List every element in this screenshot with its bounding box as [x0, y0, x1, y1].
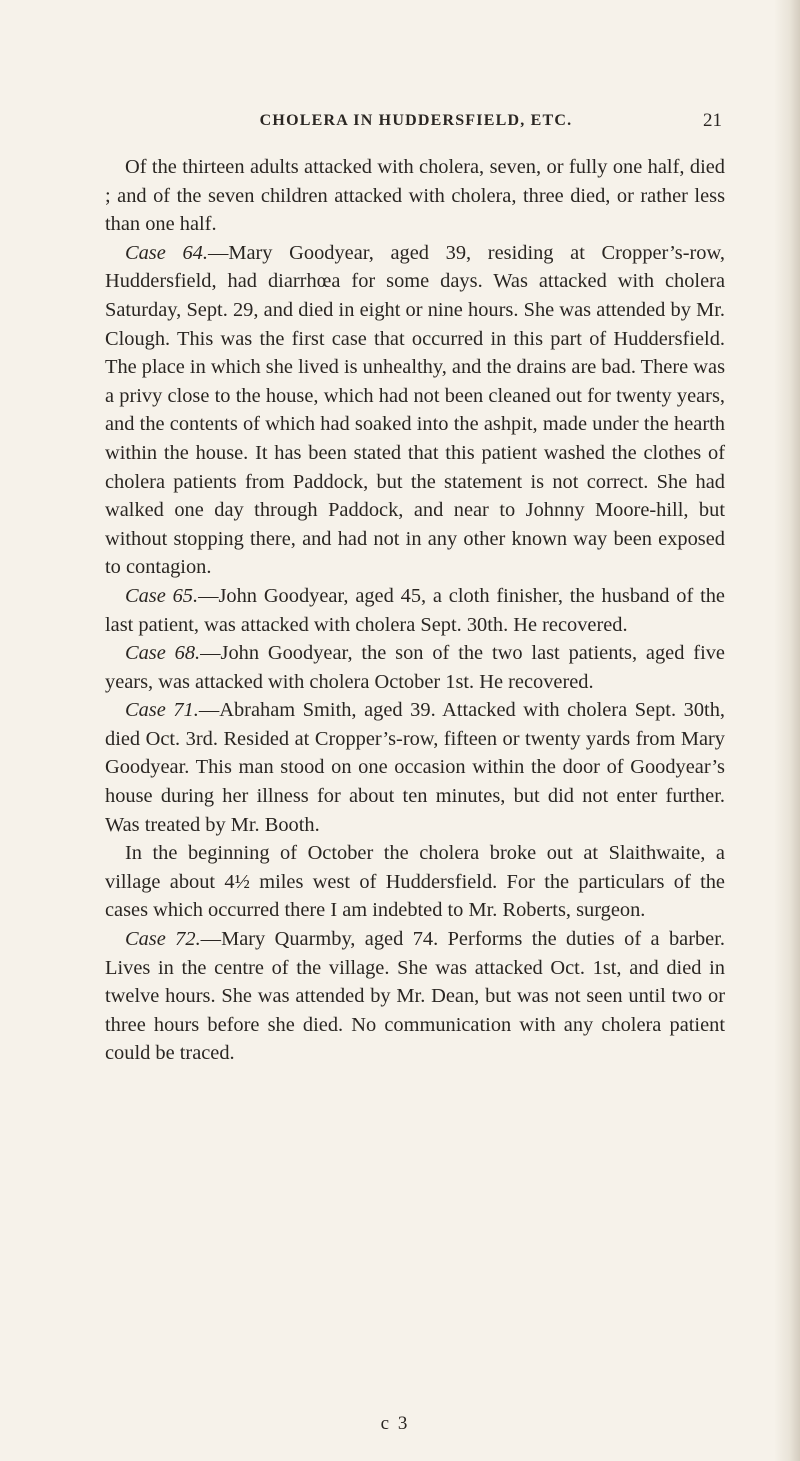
- paragraph-text: —Abraham Smith, aged 39. Attacked with cholera Sept. 30th, died Oct. 3rd. Resided at Cropper’s-row, fifteen or twenty yards from Mary Goodyear. This man stood on one occasion within the door of Goodyear’s house during her illness for about ten minutes, but did not enter further. Was treated by Mr. Booth.: [105, 699, 725, 836]
- body-text: [105, 153, 725, 1068]
- paragraph: [105, 239, 725, 582]
- paragraph: [105, 925, 725, 1068]
- paragraph: [105, 639, 725, 696]
- paragraph-text: Of the thirteen adults attacked with cholera, seven, or fully one half, died ; and of the seven children attacked with cholera, three died, or rather less than one half.: [105, 156, 725, 236]
- paragraph-text: In the beginning of October the cholera broke out at Slaithwaite, a village about 4½ miles west of Huddersfield. For the particulars of the cases which occurred there I am indebted to Mr. Roberts, surgeon.: [105, 842, 725, 922]
- page-number: 21: [703, 110, 722, 131]
- case-label: Case 72.: [125, 928, 201, 951]
- paragraph: [105, 839, 725, 925]
- case-label: Case 71.: [125, 699, 199, 722]
- running-title: CHOLERA IN HUDDERSFIELD, ETC.: [259, 112, 573, 129]
- signature-mark: c 3: [380, 1413, 410, 1434]
- case-label: Case 65.: [125, 584, 199, 607]
- paragraph: [105, 153, 725, 239]
- page-edge-shadow: [774, 0, 800, 1461]
- paragraph: [105, 582, 725, 639]
- paragraph-text: —Mary Quarmby, aged 74. Performs the duties of a barber. Lives in the centre of the village. She was attacked Oct. 1st, and died in twelve hours. She was attended by Mr. Dean, but was not seen until two or three hours before she died. No communication with any cholera patient could be traced.: [105, 928, 725, 1065]
- paragraph: [105, 696, 725, 839]
- paragraph-text: —John Goodyear, aged 45, a cloth finisher, the husband of the last patient, was attacked with cholera Sept. 30th. He recovered.: [105, 584, 725, 636]
- paragraph-text: —Mary Goodyear, aged 39, residing at Cropper’s-row, Huddersfield, had diarrhœa for some days. Was attacked with cholera Saturday, Sept. 29, and died in eight or nine hours. She was attended by Mr. Clough. This was the first case that occurred in this part of Huddersfield. The place in which she lived is unhealthy, and the drains are bad. There was a privy close to the house, which had not been cleaned out for twenty years, and the contents of which had soaked into the ashpit, made under the hearth within the house. It has been stated that this patient washed the clothes of cholera patients from Paddock, but the statement is not correct. She had walked one day through Paddock, and near to Johnny Moore-hill, but without stopping there, and had not in any other known way been exposed to contagion.: [105, 241, 726, 579]
- case-label: Case 64.: [125, 241, 208, 264]
- case-label: Case 68.: [125, 642, 201, 665]
- paragraph-text: —John Goodyear, the son of the two last patients, aged five years, was attacked with cholera October 1st. He recovered.: [105, 642, 725, 693]
- page-header: [110, 108, 722, 138]
